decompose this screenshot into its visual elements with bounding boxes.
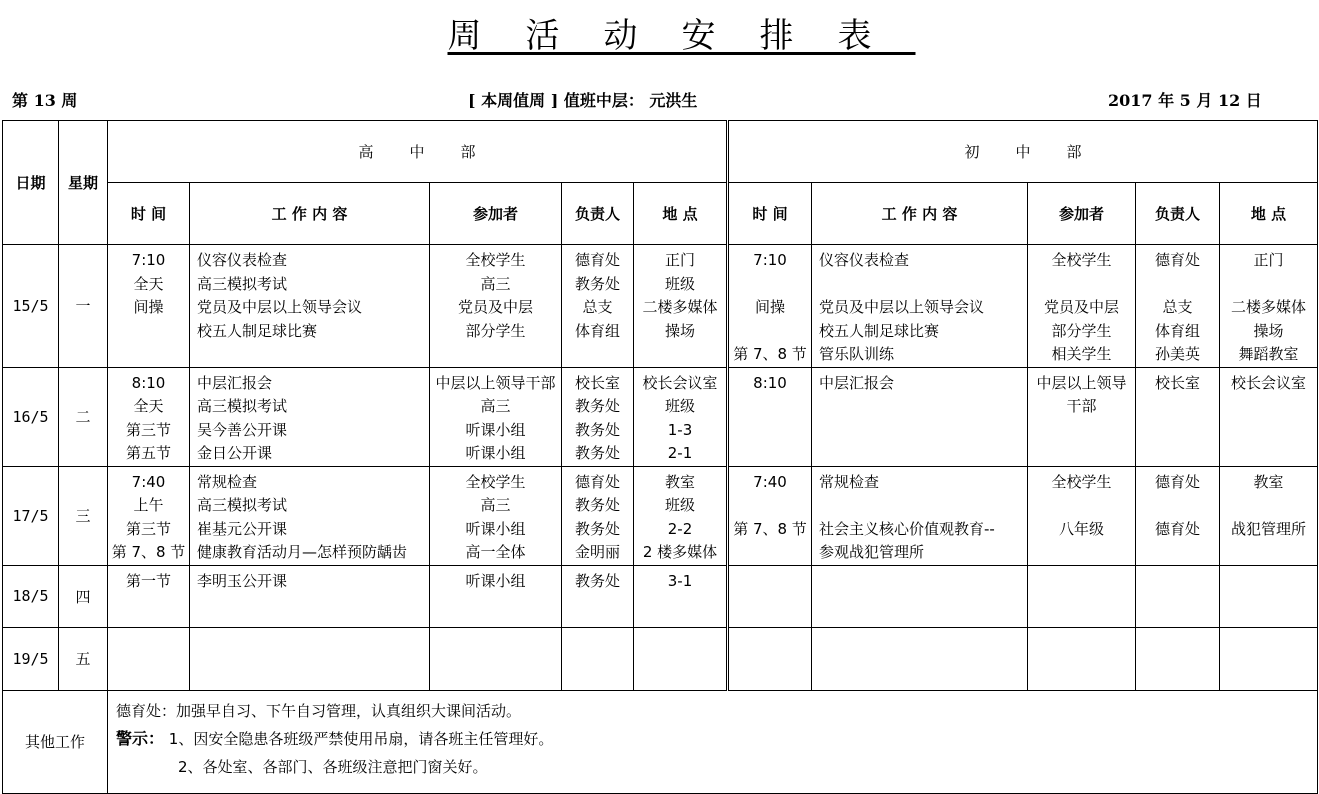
junior-location-cell [1220,565,1318,627]
junior-leader-line [1136,273,1219,297]
senior-participants-line: 高一全体 [465,543,526,561]
junior-content-line: 参观战犯管理所 [819,543,925,561]
junior-content-line [819,273,1027,297]
senior-content-line: 仪容仪表检查 [197,251,288,269]
junior-leader-header: 负责人 [1136,183,1220,245]
senior-leader-line: 体育组 [574,321,620,340]
junior-content-cell [812,367,1028,466]
junior-leader-line [1136,494,1219,518]
senior-time-cell [108,627,190,690]
junior-participants-line [1028,494,1135,518]
junior-location-line: 校长会议室 [1230,373,1306,392]
senior-time-line: 8:10 [131,373,166,392]
junior-content-line: 中层汇报会 [819,373,895,392]
junior-location-line [1220,273,1317,297]
junior-participants-line [1028,541,1135,565]
schedule-row [3,367,1318,466]
junior-location-line: 舞蹈教室 [1238,345,1299,363]
senior-location-line: 操场 [664,321,695,340]
senior-content-cell [190,245,430,368]
senior-time-line: 7:40 [131,472,166,491]
senior-location-line: 2-2 [667,519,693,538]
senior-location-cell [634,466,728,565]
junior-leader-line: 体育组 [1154,321,1200,340]
junior-time-line: 间操 [754,298,785,316]
senior-content-line: 金日公开课 [197,444,273,462]
junior-location-cell [1220,466,1318,565]
senior-participants-cell [430,565,562,627]
junior-time-cell [728,245,812,368]
senior-location-cell [634,565,728,627]
junior-leader-cell [1136,367,1220,466]
senior-location-cell [634,245,728,368]
senior-participants-line: 听课小组 [465,420,526,439]
senior-participants-line: 听课小组 [465,571,526,590]
other-line-1: 德育处：加强早自习、下午自习管理，认真组织大课间活动。 [116,701,522,720]
row-date: 17/5 [3,466,59,565]
senior-content-header: 工 作 内 容 [190,183,430,245]
junior-participants-line: 全校学生 [1051,251,1112,269]
senior-time-line: 第五节 [125,444,171,462]
junior-participants-line: 中层以上领导 [1036,373,1127,392]
junior-leader-cell [1136,565,1220,627]
senior-location-cell [634,627,728,690]
junior-leader-line: 德育处 [1154,519,1200,538]
junior-dept-header: 初中部 [728,121,1318,183]
senior-location-line: 2 楼多媒体 [642,543,718,561]
senior-time-line: 第 7、8 节 [111,543,186,561]
senior-leader-line: 教务处 [574,274,620,293]
schedule-row [3,565,1318,627]
junior-participants-line: 八年级 [1058,519,1104,538]
page-title: 周活动安排表 [447,16,916,56]
row-weekday: 二 [59,367,108,466]
senior-content-line: 校五人制足球比赛 [197,321,318,340]
junior-leader-line: 孙美英 [1154,345,1200,363]
junior-content-cell [812,565,1028,627]
junior-time-header: 时 间 [728,183,812,245]
senior-content-line: 高三模拟考试 [197,496,288,514]
junior-content-line: 校五人制足球比赛 [819,321,940,340]
senior-participants-line: 听课小组 [465,444,526,462]
junior-leader-line [1136,541,1219,565]
junior-time-line [729,320,811,344]
senior-leader-line: 教务处 [574,519,620,538]
senior-time-line: 第三节 [125,519,171,538]
senior-participants-cell [430,627,562,690]
senior-content-line: 健康教育活动月—怎样预防龋齿 [197,543,408,561]
junior-leader-line: 校长室 [1154,373,1200,392]
senior-time-line: 全天 [133,274,164,293]
junior-time-cell [728,565,812,627]
senior-leader-line: 教务处 [574,397,620,415]
senior-participants-cell [430,466,562,565]
other-line-3: 2、各处室、各部门、各班级注意把门窗关好。 [178,757,488,776]
senior-content-cell [190,627,430,690]
junior-time-cell [728,466,812,565]
senior-leader-line: 教务处 [574,571,620,590]
senior-time-line: 第三节 [125,420,171,439]
other-work-label: 其他工作 [3,690,108,793]
senior-location-line: 校长会议室 [642,373,718,392]
other-line-2 [116,725,1317,753]
senior-time-line: 7:10 [131,251,166,269]
senior-content-line: 中层汇报会 [197,373,273,392]
warning-item-1: 1、因安全隐患各班级严禁使用吊扇，请各班主任管理好。 [168,729,554,748]
row-weekday: 一 [59,245,108,368]
senior-location-line: 教室 [664,472,695,491]
senior-leader-line: 德育处 [574,472,620,491]
duty-officer: [ 本周值周 ] 值班中层： 元洪生 [468,91,698,110]
senior-time-header: 时 间 [108,183,190,245]
junior-location-cell [1220,627,1318,690]
junior-time-line: 第 7、8 节 [733,519,807,538]
row-date: 15/5 [3,245,59,368]
junior-content-line [819,494,1027,518]
junior-participants-header: 参加者 [1028,183,1136,245]
junior-participants-cell [1028,245,1136,368]
junior-time-line: 7:10 [753,251,787,269]
junior-content-line: 仪容仪表检查 [819,251,910,269]
junior-location-header: 地 点 [1220,183,1318,245]
junior-content-cell [812,627,1028,690]
junior-content-cell [812,466,1028,565]
senior-location-line: 正门 [664,251,695,269]
senior-leader-cell [562,627,634,690]
junior-time-line: 7:40 [753,472,787,491]
weekday-header: 星期 [59,121,108,245]
junior-leader-line: 德育处 [1154,472,1200,491]
date-header: 日期 [3,121,59,245]
senior-leader-cell [562,245,634,368]
senior-time-cell [108,565,190,627]
senior-participants-line: 党员及中层 [457,298,533,316]
senior-time-line: 全天 [133,397,164,415]
junior-location-line: 二楼多媒体 [1230,298,1306,316]
senior-content-cell [190,565,430,627]
row-date: 16/5 [3,367,59,466]
junior-participants-line: 全校学生 [1051,472,1112,491]
row-date: 18/5 [3,565,59,627]
row-weekday: 三 [59,466,108,565]
senior-location-line: 班级 [664,496,695,514]
senior-leader-cell [562,565,634,627]
senior-leader-line: 教务处 [574,420,620,439]
senior-time-line: 间操 [133,298,164,316]
junior-location-cell [1220,367,1318,466]
junior-content-header: 工 作 内 容 [812,183,1028,245]
senior-location-line: 班级 [664,397,695,415]
schedule-date: 2017 年 5 月 12 日 [1108,91,1262,110]
senior-content-line: 崔基元公开课 [197,519,288,538]
junior-content-cell [812,245,1028,368]
senior-time-cell [108,367,190,466]
junior-content-line: 管乐队训练 [819,345,895,363]
senior-participants-line: 高三 [480,397,511,415]
junior-participants-line: 党员及中层 [1043,298,1119,316]
senior-participants-line: 部分学生 [465,321,526,340]
senior-participants-line: 高三 [480,274,511,293]
senior-time-line: 第一节 [125,571,171,590]
junior-location-line: 教室 [1253,472,1284,491]
senior-leader-line: 总支 [582,298,613,316]
senior-leader-line: 教务处 [574,444,620,462]
schedule-row [3,245,1318,368]
senior-participants-cell [430,367,562,466]
senior-location-line: 二楼多媒体 [642,298,718,316]
senior-participants-line: 高三 [480,496,511,514]
junior-leader-cell [1136,627,1220,690]
junior-location-line: 正门 [1253,251,1284,269]
senior-participants-line: 全校学生 [465,251,526,269]
junior-leader-cell [1136,466,1220,565]
senior-time-cell [108,466,190,565]
senior-location-line: 2-1 [667,444,693,462]
junior-time-line [729,494,811,518]
senior-leader-header: 负责人 [562,183,634,245]
junior-participants-cell [1028,466,1136,565]
senior-participants-line: 听课小组 [465,519,526,538]
senior-leader-line: 德育处 [574,251,620,269]
row-weekday: 五 [59,627,108,690]
senior-location-line: 1-3 [667,420,693,439]
junior-leader-line: 总支 [1162,298,1193,316]
senior-location-line: 班级 [664,274,695,293]
senior-leader-line: 校长室 [574,373,620,392]
junior-time-line [729,541,811,565]
junior-time-line: 8:10 [753,373,787,392]
senior-time-line: 上午 [133,496,164,514]
senior-content-line: 高三模拟考试 [197,274,288,293]
week-number: 第 13 周 [12,91,78,110]
senior-location-line: 3-1 [667,571,693,590]
senior-content-line: 高三模拟考试 [197,397,288,415]
junior-time-cell [728,627,812,690]
junior-participants-line: 相关学生 [1051,345,1112,363]
warning-label: 警示： [116,728,165,748]
junior-participants-cell [1028,627,1136,690]
senior-location-header: 地 点 [634,183,728,245]
senior-content-line: 吴今善公开课 [197,420,288,439]
junior-location-line: 操场 [1253,321,1284,340]
junior-location-cell [1220,245,1318,368]
senior-leader-cell [562,367,634,466]
schedule-table [2,120,1318,794]
senior-leader-line: 教务处 [574,496,620,514]
junior-location-line [1220,541,1317,565]
senior-time-line [108,320,189,344]
junior-time-cell [728,367,812,466]
junior-time-line: 第 7、8 节 [733,345,807,363]
senior-leader-cell [562,466,634,565]
senior-participants-line: 中层以上领导干部 [435,373,556,392]
junior-participants-line: 干部 [1066,397,1097,415]
senior-participants-cell [430,245,562,368]
junior-participants-cell [1028,565,1136,627]
senior-content-line: 李明玉公开课 [197,571,288,590]
senior-time-cell [108,245,190,368]
junior-participants-cell [1028,367,1136,466]
senior-participants-header: 参加者 [430,183,562,245]
junior-content-line: 党员及中层以上领导会议 [819,298,985,316]
junior-participants-line [1028,273,1135,297]
junior-location-line [1220,494,1317,518]
senior-content-cell [190,367,430,466]
senior-leader-line: 金明丽 [574,543,620,561]
junior-participants-line: 部分学生 [1051,321,1112,340]
senior-dept-header: 高中部 [108,121,728,183]
junior-time-line [729,273,811,297]
schedule-row [3,627,1318,690]
senior-location-cell [634,367,728,466]
schedule-row [3,466,1318,565]
other-work-notes [108,690,1318,793]
senior-content-line: 常规检查 [197,472,258,491]
junior-leader-line: 德育处 [1154,251,1200,269]
senior-participants-line: 全校学生 [465,472,526,491]
senior-content-line: 党员及中层以上领导会议 [197,298,363,316]
junior-leader-cell [1136,245,1220,368]
row-weekday: 四 [59,565,108,627]
junior-content-line: 常规检查 [819,472,880,491]
junior-location-line: 战犯管理所 [1230,519,1306,538]
senior-content-cell [190,466,430,565]
row-date: 19/5 [3,627,59,690]
junior-content-line: 社会主义核心价值观教育-- [819,519,995,538]
